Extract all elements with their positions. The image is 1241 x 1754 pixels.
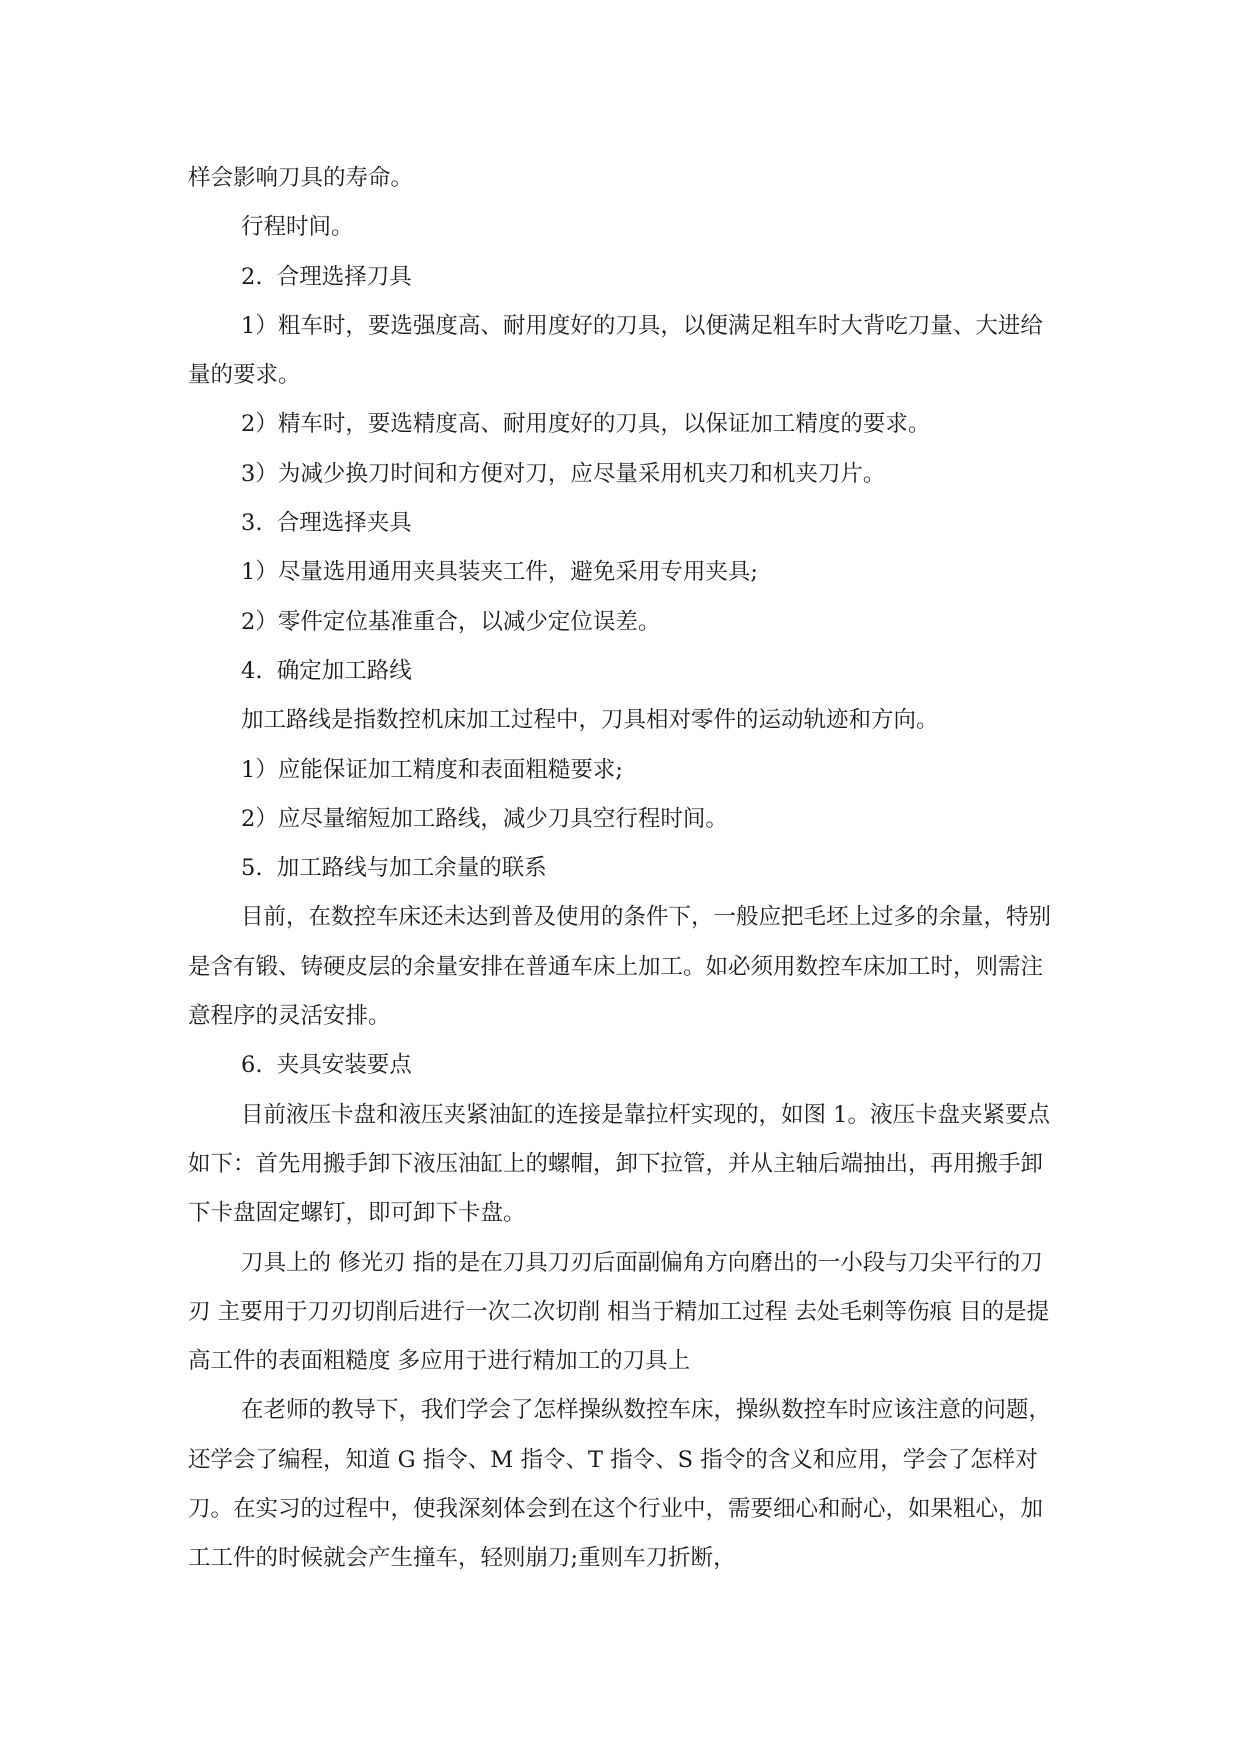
paragraph: 在老师的教导下，我们学会了怎样操纵数控车床，操纵数控车时应该注意的问题，还学会了编程，知道 G 指令、M 指令、T 指令、S 指令的含义和应用，学会了怎样对刀。在实习的过程中，使我深刻体会到在这个行业中，需要细心和耐心，如果粗心，加工工件的时候就会产生撞车，轻则崩刀;重则车刀折断， xyxy=(188,1397,1052,1572)
paragraph: 加工路线是指数控机床加工过程中，刀具相对零件的运动轨迹和方向。 xyxy=(241,707,939,734)
paragraph: 行程时间。 xyxy=(241,214,354,241)
list-item: 1）粗车时，要选强度高、耐用度好的刀具，以便满足粗车时大背吃刀量、大进给量的要求。 xyxy=(188,312,1043,389)
section-heading: 4. 确定加工路线 xyxy=(241,657,412,684)
list-item: 1）尽量选用通用夹具装夹工件，避免采用专用夹具; xyxy=(241,559,758,586)
list-item: 2）应尽量缩短加工路线，减少刀具空行程时间。 xyxy=(241,805,728,832)
paragraph: 样会影响刀具的寿命。 xyxy=(188,165,414,191)
section-heading: 5. 加工路线与加工余量的联系 xyxy=(241,855,547,882)
paragraph: 刀具上的 修光刃 指的是在刀具刀刃后面副偏角方向磨出的一小段与刀尖平行的刀刃 主要用于刀刃切削后进行一次二次切削 相当于精加工过程 去处毛刺等伤痕 目的是提高工件的表面粗糙度 多应用于进行精加工的刀具上 xyxy=(188,1249,1050,1375)
document-body xyxy=(188,154,1056,1584)
list-item: 1）应能保证加工精度和表面粗糙要求; xyxy=(241,756,623,783)
paragraph: 目前，在数控车床还未达到普及使用的条件下，一般应把毛坯上过多的余量，特别是含有锻、铸硬皮层的余量安排在普通车床上加工。如必须用数控车床加工时，则需注意程序的灵活安排。 xyxy=(188,904,1052,1030)
list-item: 3）为减少换刀时间和方便对刀，应尽量采用机夹刀和机夹刀片。 xyxy=(241,460,886,487)
paragraph: 目前液压卡盘和液压夹紧油缸的连接是靠拉杆实现的，如图 1。液压卡盘夹紧要点如下：首先用搬手卸下液压油缸上的螺帽，卸下拉管，并从主轴后端抽出，再用搬手卸下卡盘固定螺钉，即可卸下卡盘。 xyxy=(188,1101,1050,1227)
section-heading: 3. 合理选择夹具 xyxy=(241,510,412,537)
section-heading: 2. 合理选择刀具 xyxy=(241,263,412,290)
list-item: 2）精车时，要选精度高、耐用度好的刀具，以保证加工精度的要求。 xyxy=(241,411,931,438)
section-heading: 6. 夹具安装要点 xyxy=(241,1052,412,1079)
list-item: 2）零件定位基准重合，以减少定位误差。 xyxy=(241,608,661,635)
